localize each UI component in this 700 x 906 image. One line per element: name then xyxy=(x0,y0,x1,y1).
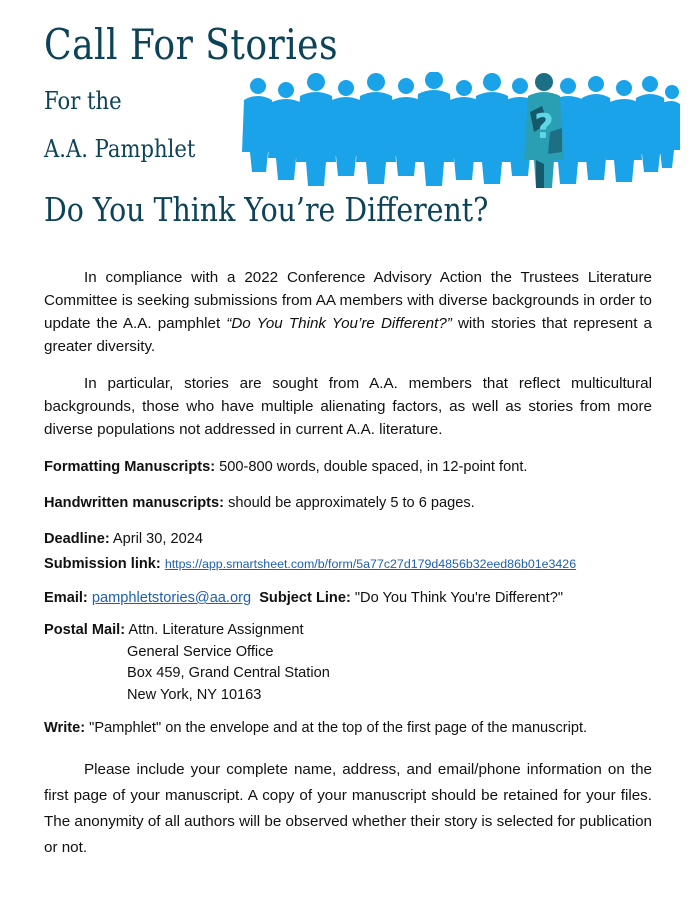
svg-text:?: ? xyxy=(534,107,554,147)
pamphlet-title-italic: “Do You Think You’re Different?” xyxy=(226,315,452,332)
formatting-line: Formatting Manuscripts: 500-800 words, double spaced, in 12-point font. xyxy=(44,459,528,475)
subject-line-label: Subject Line: xyxy=(259,590,351,606)
deadline-label: Deadline: xyxy=(44,531,110,547)
intro-paragraph-1: In compliance with a 2022 Conference Advisory Action the Trustees Literature Committee is seeking submissions from AA members with diverse backgrounds in order to update the A.A. pamphlet “Do You Think You’re Different?” with stories that represent a greater diversity. xyxy=(44,269,652,355)
handwritten-line: Handwritten manuscripts: should be approximately 5 to 6 pages. xyxy=(44,495,475,511)
subject-line-value: "Do You Think You're Different?" xyxy=(350,590,564,606)
intro-paragraph-2: In particular, stories are sought from A.A. members that reflect multicultural backgrounds, those who have multiple alienating factors, as well as stories from more diverse populations not addressed in current A.A. literature. xyxy=(44,375,652,438)
write-line: Write: "Pamphlet" on the envelope and at the top of the first page of the manuscript. xyxy=(44,720,588,736)
address-line-4: New York, NY 10163 xyxy=(127,687,262,703)
postal-label: Postal Mail: xyxy=(44,622,126,638)
email-link[interactable]: pamphletstories@aa.org xyxy=(91,590,252,606)
subtitle-for-the: For the xyxy=(44,87,122,115)
submission-label: Submission link: xyxy=(44,556,161,572)
handwritten-label: Handwritten manuscripts: xyxy=(44,495,225,511)
submission-link[interactable]: https://app.smartsheet.com/b/form/5a77c27d179d4856b32eed86b01e3426 xyxy=(164,557,577,571)
address-line-2: General Service Office xyxy=(127,644,274,660)
subtitle-pamphlet: A.A. Pamphlet xyxy=(44,135,196,163)
formatting-label: Formatting Manuscripts: xyxy=(44,459,216,475)
postal-line xyxy=(44,622,304,638)
closing-paragraph: Please include your complete name, address, and email/phone information on the first page of your manuscript. A copy of your manuscript should be retained for your files. The anonymity of all authors will be observed whether their story is selected for publication or not. xyxy=(44,761,652,856)
email-line xyxy=(44,590,563,606)
submission-line xyxy=(44,556,576,572)
flyer-title: Call For Stories xyxy=(44,20,338,69)
write-label: Write: xyxy=(44,720,86,736)
pamphlet-title: Do You Think You’re Different? xyxy=(44,190,489,229)
email-label: Email: xyxy=(44,590,88,606)
deadline-line: Deadline: April 30, 2024 xyxy=(44,531,203,547)
crowd-silhouette-image xyxy=(238,72,680,188)
address-line-1: Attn. Literature Assignment xyxy=(128,622,304,638)
address-line-3: Box 459, Grand Central Station xyxy=(127,665,330,681)
